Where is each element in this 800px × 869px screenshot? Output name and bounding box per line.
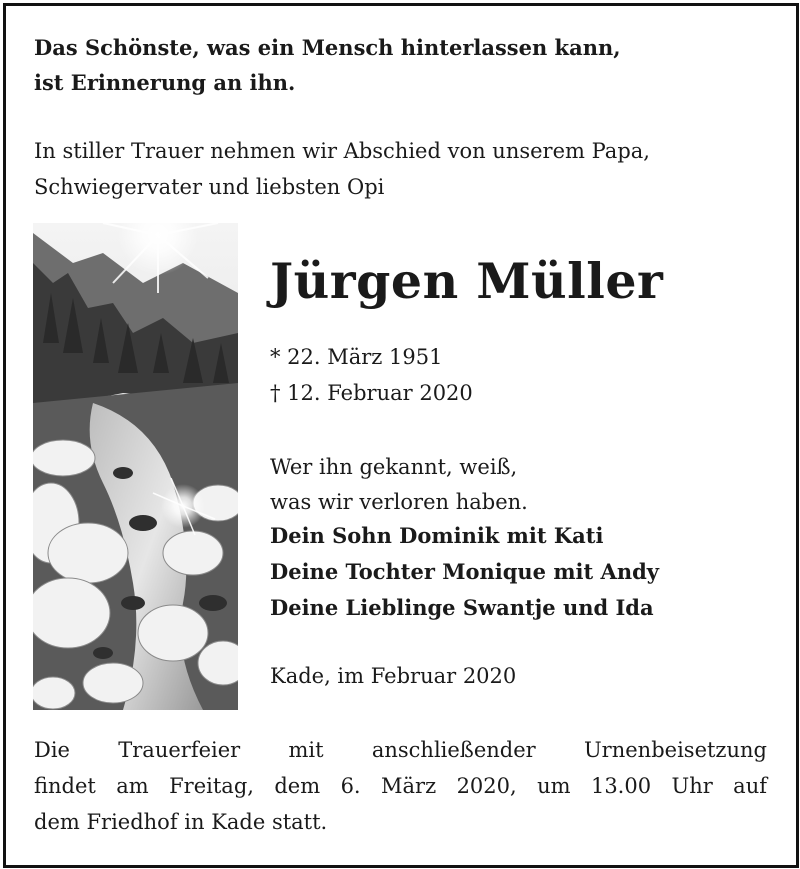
ceremony-line-2: findet am Freitag, dem 6. März 2020, um 13.00 Uhr auf: [34, 774, 767, 798]
intro-line-1: In stiller Trauer nehmen wir Abschied von unserem Papa,: [34, 139, 650, 163]
intro-line-2: Schwiegervater und liebsten Opi: [34, 175, 385, 199]
life-dates: [270, 339, 473, 411]
verse-line-1: Wer ihn gekannt, weiß,: [270, 455, 518, 479]
memorial-verse: [270, 450, 528, 520]
verse-line-2: was wir verloren haben.: [270, 490, 528, 514]
quote-line-1: Das Schönste, was ein Mensch hinterlassen kann,: [34, 35, 621, 60]
mourner-entry: Deine Tochter Monique mit Andy: [270, 559, 659, 584]
death-date: † 12. Februar 2020: [270, 381, 473, 405]
deceased-name: Jürgen Müller: [270, 252, 664, 310]
winter-stream-photo: [33, 223, 238, 710]
intro-text: [34, 133, 774, 205]
place-and-date: Kade, im Februar 2020: [270, 664, 517, 688]
birth-date: * 22. März 1951: [270, 345, 443, 369]
mourner-entry: Deine Lieblinge Swantje und Ida: [270, 595, 654, 620]
memorial-quote: [34, 30, 754, 100]
mourners-list: [270, 518, 659, 626]
ceremony-notice: [34, 732, 767, 840]
quote-line-2: ist Erinnerung an ihn.: [34, 70, 296, 95]
mourner-entry: Dein Sohn Dominik mit Kati: [270, 523, 604, 548]
ceremony-line-1: Die Trauerfeier mit anschließender Urnenbeisetzung: [34, 738, 767, 762]
ceremony-line-3: dem Friedhof in Kade statt.: [34, 810, 328, 834]
